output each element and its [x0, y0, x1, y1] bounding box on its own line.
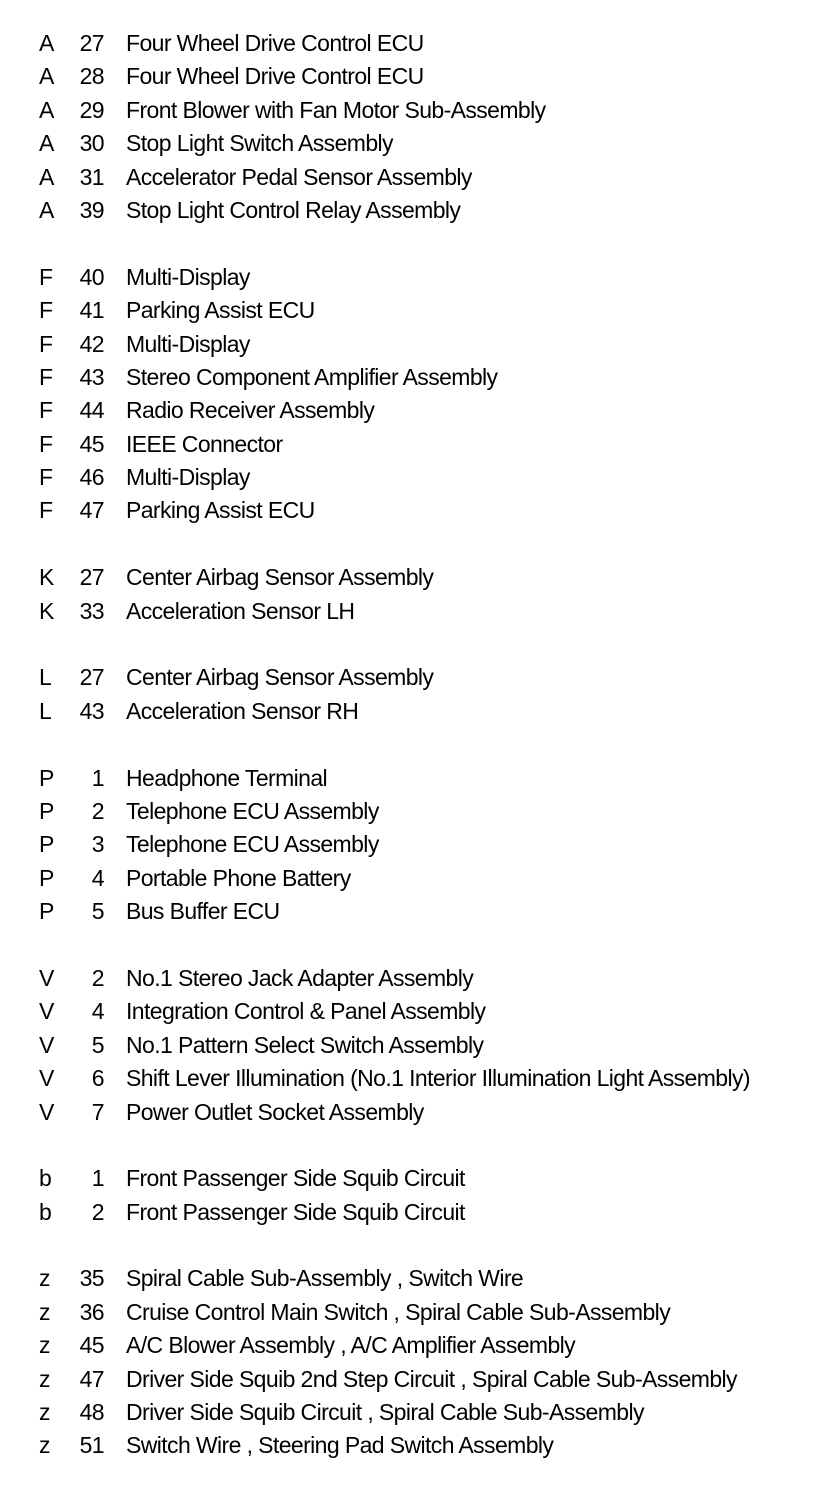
connector-description: Stop Light Switch Assembly: [126, 130, 393, 157]
connector-code: K: [39, 564, 54, 591]
connector-code: P: [39, 864, 54, 891]
connector-number: 47: [79, 1365, 104, 1392]
connector-code: V: [39, 1031, 54, 1058]
connector-number: 1: [91, 1165, 104, 1192]
connector-number: 4: [91, 864, 104, 891]
connector-number: 27: [79, 564, 104, 591]
connector-row: [0, 1096, 832, 1129]
connector-code: V: [39, 1098, 54, 1125]
connector-code: F: [39, 330, 53, 357]
connector-row: [0, 461, 832, 494]
connector-number: 30: [79, 130, 104, 157]
connector-code: A: [39, 63, 54, 90]
connector-number: 45: [79, 430, 104, 457]
connector-row: [0, 995, 832, 1028]
connector-row: [0, 828, 832, 861]
connector-number: 43: [79, 697, 104, 724]
connector-code: b: [39, 1198, 52, 1225]
connector-row: [0, 695, 832, 728]
connector-row: [0, 328, 832, 361]
connector-number: 5: [91, 1031, 104, 1058]
connector-description: Accelerator Pedal Sensor Assembly: [126, 163, 472, 190]
connector-row: [0, 1062, 832, 1095]
connector-description: A/C Blower Assembly , A/C Amplifier Assembly: [126, 1332, 576, 1359]
connector-description: Four Wheel Drive Control ECU: [126, 30, 424, 56]
connector-description: Parking Assist ECU: [126, 297, 315, 324]
connector-description: Stop Light Control Relay Assembly: [126, 196, 461, 223]
connector-number: 36: [79, 1298, 104, 1325]
connector-description: Shift Lever Illumination (No.1 Interior Illumination Light Assembly): [126, 1065, 750, 1092]
connector-row: [0, 1162, 832, 1195]
connector-row: [0, 1296, 832, 1329]
connector-row: [0, 661, 832, 694]
connector-row: [0, 261, 832, 294]
connector-code: K: [39, 597, 54, 624]
connector-list: [0, 27, 832, 1496]
connector-description: Multi-Display: [126, 464, 250, 491]
connector-number: 33: [79, 597, 104, 624]
connector-code: F: [39, 263, 53, 290]
connector-row: [0, 27, 832, 60]
connector-number: 3: [91, 831, 104, 858]
connector-description: Multi-Display: [126, 330, 250, 357]
connector-code: V: [39, 1065, 54, 1092]
connector-description: Multi-Display: [126, 263, 250, 290]
connector-description: Headphone Terminal: [126, 764, 328, 791]
connector-group: [0, 1262, 832, 1462]
connector-row: [0, 762, 832, 795]
connector-description: No.1 Stereo Jack Adapter Assembly: [126, 964, 474, 991]
connector-description: Telephone ECU Assembly: [126, 797, 379, 824]
connector-code: z: [39, 1298, 50, 1325]
connector-row: [0, 60, 832, 93]
connector-code: z: [39, 1265, 50, 1292]
connector-row: [0, 1262, 832, 1295]
connector-description: Power Outlet Socket Assembly: [126, 1098, 424, 1125]
connector-group: [0, 762, 832, 929]
connector-number: 6: [91, 1065, 104, 1092]
connector-code: A: [39, 163, 54, 190]
connector-group: [0, 27, 832, 227]
connector-code: L: [39, 697, 52, 724]
connector-row: [0, 962, 832, 995]
connector-number: 27: [79, 30, 104, 56]
connector-code: z: [39, 1365, 50, 1392]
connector-group: [0, 1162, 832, 1229]
connector-code: P: [39, 764, 54, 791]
connector-number: 7: [91, 1098, 104, 1125]
connector-description: Switch Wire , Steering Pad Switch Assembly: [126, 1432, 554, 1459]
connector-code: F: [39, 397, 53, 424]
connector-group: [0, 561, 832, 628]
connector-code: F: [39, 363, 53, 390]
connector-row: [0, 595, 832, 628]
connector-number: 1: [91, 764, 104, 791]
connector-row: [0, 795, 832, 828]
connector-row: [0, 361, 832, 394]
connector-description: Center Airbag Sensor Assembly: [126, 564, 434, 591]
connector-number: 4: [91, 998, 104, 1025]
connector-number: 45: [79, 1332, 104, 1359]
connector-description: No.1 Pattern Select Switch Assembly: [126, 1031, 484, 1058]
connector-code: V: [39, 964, 54, 991]
connector-description: Stereo Component Amplifier Assembly: [126, 363, 498, 390]
connector-row: [0, 394, 832, 427]
connector-group: [0, 962, 832, 1129]
connector-row: [0, 862, 832, 895]
connector-number: 39: [79, 196, 104, 223]
connector-group: [0, 261, 832, 528]
connector-description: Front Passenger Side Squib Circuit: [126, 1198, 465, 1225]
connector-description: Four Wheel Drive Control ECU: [126, 63, 424, 90]
connector-group: [0, 661, 832, 728]
connector-row: [0, 1363, 832, 1396]
connector-number: 47: [79, 497, 104, 524]
connector-description: Telephone ECU Assembly: [126, 831, 379, 858]
connector-code: P: [39, 898, 54, 925]
connector-description: Spiral Cable Sub-Assembly , Switch Wire: [126, 1265, 524, 1292]
connector-description: Cruise Control Main Switch , Spiral Cable Sub-Assembly: [126, 1298, 671, 1325]
connector-number: 31: [79, 163, 104, 190]
connector-row: [0, 1029, 832, 1062]
connector-row: [0, 194, 832, 227]
connector-code: P: [39, 797, 54, 824]
connector-row: [0, 494, 832, 527]
connector-description: Front Blower with Fan Motor Sub-Assembly: [126, 96, 546, 123]
connector-code: F: [39, 430, 53, 457]
connector-number: 41: [79, 297, 104, 324]
connector-number: 48: [79, 1399, 104, 1426]
connector-number: 2: [91, 797, 104, 824]
connector-number: 35: [79, 1265, 104, 1292]
connector-code: z: [39, 1432, 50, 1459]
connector-description: Center Airbag Sensor Assembly: [126, 664, 434, 691]
connector-description: Acceleration Sensor RH: [126, 697, 359, 724]
connector-code: V: [39, 998, 54, 1025]
connector-code: z: [39, 1399, 50, 1426]
connector-number: 44: [79, 397, 104, 424]
connector-code: A: [39, 196, 54, 223]
connector-row: [0, 1196, 832, 1229]
connector-code: L: [39, 664, 52, 691]
connector-code: A: [39, 30, 54, 56]
connector-number: 43: [79, 363, 104, 390]
connector-code: F: [39, 464, 53, 491]
connector-code: b: [39, 1165, 52, 1192]
connector-number: 27: [79, 664, 104, 691]
connector-number: 42: [79, 330, 104, 357]
connector-description: Bus Buffer ECU: [126, 898, 280, 925]
connector-number: 46: [79, 464, 104, 491]
connector-row: [0, 1396, 832, 1429]
connector-row: [0, 294, 832, 327]
connector-description: Integration Control & Panel Assembly: [126, 998, 486, 1025]
connector-row: [0, 428, 832, 461]
connector-description: Radio Receiver Assembly: [126, 397, 375, 424]
connector-description: Driver Side Squib 2nd Step Circuit , Spiral Cable Sub-Assembly: [126, 1365, 737, 1392]
connector-number: 40: [79, 263, 104, 290]
connector-row: [0, 1329, 832, 1362]
connector-code: A: [39, 96, 54, 123]
connector-code: z: [39, 1332, 50, 1359]
connector-number: 51: [79, 1432, 104, 1459]
connector-description: Acceleration Sensor LH: [126, 597, 355, 624]
connector-row: [0, 161, 832, 194]
connector-code: P: [39, 831, 54, 858]
connector-description: Portable Phone Battery: [126, 864, 351, 891]
connector-number: 2: [91, 1198, 104, 1225]
connector-code: F: [39, 497, 53, 524]
connector-row: [0, 94, 832, 127]
connector-code: F: [39, 297, 53, 324]
connector-description: IEEE Connector: [126, 430, 283, 457]
connector-number: 2: [91, 964, 104, 991]
connector-description: Front Passenger Side Squib Circuit: [126, 1165, 465, 1192]
connector-description: Driver Side Squib Circuit , Spiral Cable Sub-Assembly: [126, 1399, 644, 1426]
connector-description: Parking Assist ECU: [126, 497, 315, 524]
connector-code: A: [39, 130, 54, 157]
connector-number: 5: [91, 898, 104, 925]
connector-row: [0, 895, 832, 928]
connector-row: [0, 1429, 832, 1462]
connector-number: 28: [79, 63, 104, 90]
connector-row: [0, 127, 832, 160]
connector-row: [0, 561, 832, 594]
connector-number: 29: [79, 96, 104, 123]
